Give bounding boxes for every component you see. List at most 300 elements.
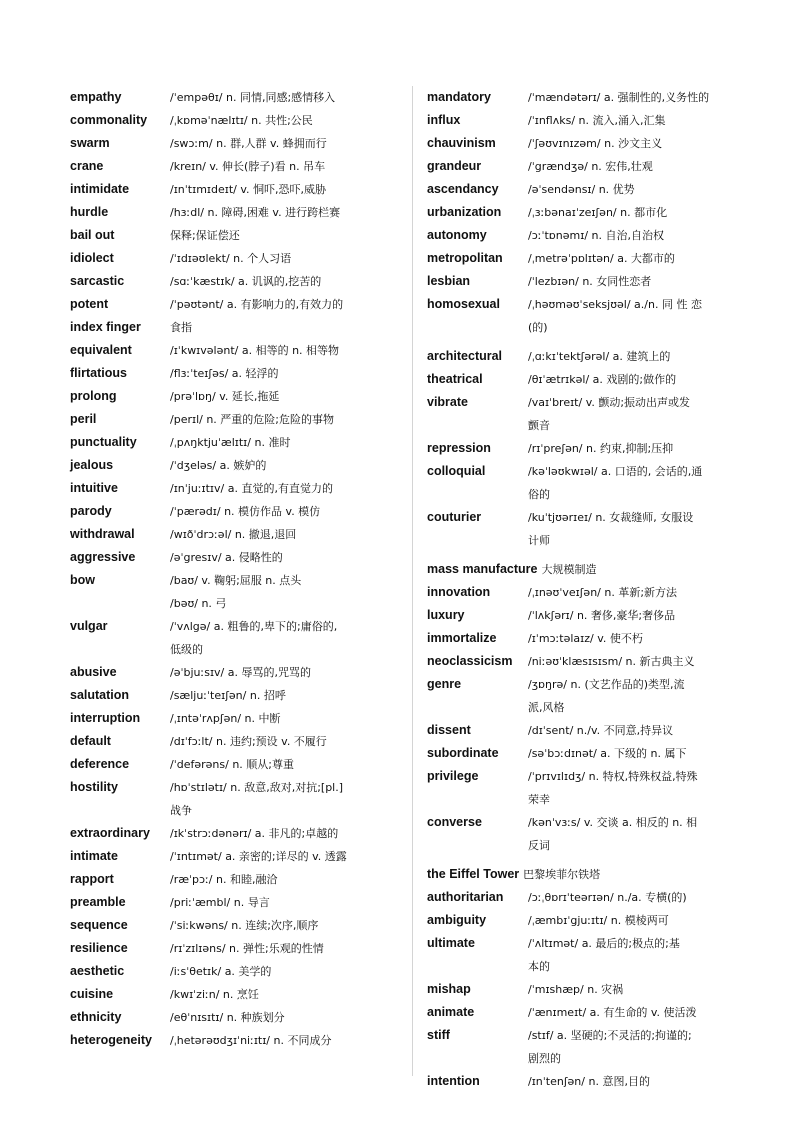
definition — [170, 178, 395, 201]
definition-line: /niːəʊˈklæsɪsɪsm/ n. 新古典主义 — [528, 655, 695, 668]
definition — [170, 730, 395, 753]
definition — [528, 909, 757, 932]
vocab-entry — [427, 863, 757, 886]
definition-line: /səˈbɔːdɪnət/ a. 下级的 n. 属下 — [528, 747, 687, 760]
definition — [528, 437, 757, 460]
headword: mishap — [427, 982, 471, 996]
definition-line: 派,风格 — [528, 701, 565, 714]
definition-line: /ˌɜːbənaɪˈzeɪʃən/ n. 都市化 — [528, 206, 668, 219]
definition — [170, 546, 395, 569]
vocab-entry — [70, 776, 395, 822]
headword: flirtatious — [70, 366, 127, 380]
definition — [528, 1070, 757, 1093]
headword: potent — [70, 297, 109, 311]
definition-line: 本的 — [528, 960, 550, 973]
headword: metropolitan — [427, 251, 503, 265]
definition-line: /ˌɑːkɪˈtektʃərəl/ a. 建筑上的 — [528, 350, 671, 363]
headword: hostility — [70, 780, 118, 794]
vocab-entry — [427, 604, 757, 627]
definition — [170, 270, 395, 293]
headword: dissent — [427, 723, 471, 737]
definition — [170, 983, 395, 1006]
headword: luxury — [427, 608, 465, 622]
definition-line: /ˌkɒməˈnælɪtɪ/ n. 共性;公民 — [170, 114, 313, 127]
vocab-entry — [427, 719, 757, 742]
definition-line: /əˈgresɪv/ a. 侵略性的 — [170, 551, 283, 564]
definition-line: /ˈʃəʊvɪnɪzəm/ n. 沙文主义 — [528, 137, 663, 150]
headword: hurdle — [70, 205, 109, 219]
vocab-entry — [70, 408, 395, 431]
definition-line: /ˈɪdɪəʊlekt/ n. 个人习语 — [170, 252, 292, 265]
vocab-entry — [70, 178, 395, 201]
headword: intuitive — [70, 481, 118, 495]
vocab-entry — [70, 983, 395, 1006]
headword: punctuality — [70, 435, 137, 449]
vocab-entry — [427, 1001, 757, 1024]
definition-line: 颤音 — [528, 419, 550, 432]
definition — [528, 742, 757, 765]
definition-line: /ˌpʌŋktjuˈælɪtɪ/ n. 准时 — [170, 436, 291, 449]
headword: intention — [427, 1074, 480, 1088]
vocab-entry — [427, 201, 757, 224]
vocab-entry — [70, 845, 395, 868]
definition — [528, 627, 757, 650]
headword: ultimate — [427, 936, 475, 950]
vocab-entry — [427, 1024, 757, 1070]
headword: sequence — [70, 918, 128, 932]
vocab-entry — [70, 132, 395, 155]
definition — [170, 569, 395, 615]
definition — [170, 776, 395, 822]
vocab-entry — [427, 345, 757, 368]
vocab-entry — [427, 109, 757, 132]
vocab-entry — [427, 742, 757, 765]
definition — [528, 293, 757, 339]
headword: autonomy — [427, 228, 487, 242]
definition-line: /ɪˈmɔːtəlaɪz/ v. 使不朽 — [528, 632, 643, 645]
headword: authoritarian — [427, 890, 504, 904]
vocab-entry — [70, 569, 395, 615]
vocab-entry — [70, 960, 395, 983]
definition — [170, 615, 395, 661]
vocab-entry — [427, 247, 757, 270]
definition-line: /ˈsiːkwəns/ n. 连续;次序,顺序 — [170, 919, 319, 932]
headword: intimate — [70, 849, 118, 863]
definition-line: /rɪˈpreʃən/ n. 约束,抑制;压抑 — [528, 442, 674, 455]
vocab-entry — [70, 224, 395, 247]
definition — [528, 978, 757, 1001]
definition — [170, 408, 395, 431]
vocab-entry — [70, 500, 395, 523]
definition-line: /ɪnˈtɪmɪdeɪt/ v. 恫吓,恐吓,威胁 — [170, 183, 326, 196]
definition-line: /kəˈləʊkwɪəl/ a. 口语的, 会话的,通 — [528, 465, 703, 478]
definition — [528, 506, 757, 552]
definition — [528, 155, 757, 178]
vocab-entry — [70, 1029, 395, 1052]
headword: equivalent — [70, 343, 132, 357]
headword: ethnicity — [70, 1010, 122, 1024]
headword: aesthetic — [70, 964, 125, 978]
definition-line: /eθˈnɪsɪtɪ/ n. 种族划分 — [170, 1011, 285, 1024]
vocab-entry — [70, 891, 395, 914]
headword: abusive — [70, 665, 117, 679]
headword: extraordinary — [70, 826, 150, 840]
headword: mandatory — [427, 90, 491, 104]
vocab-entry — [70, 431, 395, 454]
definition — [528, 719, 757, 742]
headword: lesbian — [427, 274, 471, 288]
definition-line: (的) — [528, 321, 548, 334]
vocab-entry — [427, 765, 757, 811]
definition — [528, 765, 757, 811]
definition-line: 食指 — [170, 321, 192, 334]
vocab-entry — [427, 178, 757, 201]
vocab-entry — [427, 368, 757, 391]
definition-line: /kwɪˈziːn/ n. 烹饪 — [170, 988, 259, 1001]
vocab-entry — [70, 914, 395, 937]
definition-line: /hɒˈstɪlətɪ/ n. 敌意,敌对,对抗;[pl.] — [170, 781, 344, 794]
headword: stiff — [427, 1028, 450, 1042]
headword: couturier — [427, 510, 482, 524]
definition — [528, 932, 757, 978]
definition-line: /perɪl/ n. 严重的危险;危险的事物 — [170, 413, 334, 426]
headword: bow — [70, 573, 95, 587]
definition-line: /baʊ/ v. 鞠躬;屈服 n. 点头 — [170, 574, 302, 587]
headword: peril — [70, 412, 97, 426]
definition-line: /rɪˈzɪlɪəns/ n. 弹性;乐观的性情 — [170, 942, 324, 955]
headword: commonality — [70, 113, 148, 127]
headword: jealous — [70, 458, 114, 472]
definition-line: 巴黎埃菲尔铁塔 — [523, 868, 601, 881]
vocab-entry — [70, 201, 395, 224]
headword: chauvinism — [427, 136, 496, 150]
definition — [528, 201, 757, 224]
definition — [170, 293, 395, 316]
vocab-entry — [427, 978, 757, 1001]
headword: resilience — [70, 941, 128, 955]
definition — [541, 558, 596, 581]
vocab-entry — [70, 247, 395, 270]
definition — [170, 753, 395, 776]
headword: bail out — [70, 228, 115, 242]
vocab-entry — [427, 909, 757, 932]
definition-line: 荣幸 — [528, 793, 550, 806]
definition-line: /ʒɒŋrə/ n. (文艺作品的)类型,流 — [528, 678, 685, 691]
headword: colloquial — [427, 464, 486, 478]
definition — [170, 822, 395, 845]
headword: rapport — [70, 872, 114, 886]
definition — [528, 1001, 757, 1024]
definition-line: /ˈempəθɪ/ n. 同情,同感;感情移入 — [170, 91, 336, 104]
headword: innovation — [427, 585, 491, 599]
definition-line: /ˈprɪvɪlɪdʒ/ n. 特权,特殊权益,特殊 — [528, 770, 698, 783]
definition-line: /θɪˈætrɪkəl/ a. 戏剧的;做作的 — [528, 373, 677, 386]
definition-line: /əˈbjuːsɪv/ a. 辱骂的,咒骂的 — [170, 666, 311, 679]
definition-line: /ˈlʌkʃərɪ/ n. 奢侈,豪华;奢侈品 — [528, 609, 676, 622]
definition-line: /sɑːˈkæstɪk/ a. 讥讽的,挖苦的 — [170, 275, 322, 288]
definition-line: /ˈmɪshæp/ n. 灾祸 — [528, 983, 624, 996]
vocab-entry — [70, 339, 395, 362]
definition — [528, 345, 757, 368]
vocab-entry — [70, 546, 395, 569]
headword: aggressive — [70, 550, 136, 564]
vocab-entry — [70, 454, 395, 477]
definition — [170, 845, 395, 868]
definition-line: /ɔːˌθɒrɪˈteərɪən/ n./a. 专横(的) — [528, 891, 687, 904]
definition-line: /dɪˈfɔːlt/ n. 违约;预设 v. 不履行 — [170, 735, 327, 748]
definition — [528, 391, 757, 437]
headword: vibrate — [427, 395, 468, 409]
definition — [528, 811, 757, 857]
definition-line: /ˌɪntəˈrʌpʃən/ n. 中断 — [170, 712, 281, 725]
definition-line: /ɪkˈstrɔːdənərɪ/ a. 非凡的;卓越的 — [170, 827, 339, 840]
definition — [170, 247, 395, 270]
headword: heterogeneity — [70, 1033, 152, 1047]
definition-line: /ɪˈkwɪvələnt/ a. 相等的 n. 相等物 — [170, 344, 340, 357]
headword: animate — [427, 1005, 475, 1019]
definition — [523, 863, 600, 886]
definition-line: 计师 — [528, 534, 550, 547]
definition-line: /ˈvʌlgə/ a. 粗鲁的,卑下的;庸俗的, — [170, 620, 338, 633]
headword: interruption — [70, 711, 141, 725]
definition-line: /vaɪˈbreɪt/ v. 颤动;振动出声或发 — [528, 396, 691, 409]
definition — [170, 937, 395, 960]
column-divider — [412, 86, 413, 1076]
definition — [170, 362, 395, 385]
definition — [170, 684, 395, 707]
vocab-entry — [427, 811, 757, 857]
headword: deference — [70, 757, 130, 771]
vocab-entry — [427, 506, 757, 552]
definition-line: /wɪðˈdrɔːəl/ n. 撤退,退回 — [170, 528, 297, 541]
vocab-entry — [70, 868, 395, 891]
vocab-entry — [70, 661, 395, 684]
headword: urbanization — [427, 205, 502, 219]
headword: repression — [427, 441, 491, 455]
definition-line: /flɜːˈteɪʃəs/ a. 轻浮的 — [170, 367, 279, 380]
definition — [170, 316, 395, 339]
vocab-entry — [427, 391, 757, 437]
definition-line: /ˌɪnəʊˈveɪʃən/ n. 革新;新方法 — [528, 586, 678, 599]
definition — [170, 224, 395, 247]
definition-line: /sæljuːˈteɪʃən/ n. 招呼 — [170, 689, 286, 702]
definition — [528, 1024, 757, 1070]
definition-line: /kuˈtjʊərɪeɪ/ n. 女裁缝师, 女服设 — [528, 511, 694, 524]
vocab-entry — [427, 224, 757, 247]
definition — [170, 385, 395, 408]
vocab-entry — [70, 1006, 395, 1029]
definition — [170, 109, 395, 132]
definition — [170, 891, 395, 914]
definition-line: /ˈgrændʒə/ n. 宏伟,壮观 — [528, 160, 653, 173]
definition — [528, 581, 757, 604]
headword: genre — [427, 677, 462, 691]
definition-line: /ˈɪntɪmət/ a. 亲密的;详尽的 v. 透露 — [170, 850, 347, 863]
definition-line: /əˈsendənsɪ/ n. 优势 — [528, 183, 635, 196]
definition-line: /ɪnˈjuːɪtɪv/ a. 直觉的,有直觉力的 — [170, 482, 333, 495]
definition — [170, 523, 395, 546]
headword: homosexual — [427, 297, 500, 311]
headword: architectural — [427, 349, 503, 363]
definition-line: /ˈʌltɪmət/ a. 最后的;极点的;基 — [528, 937, 680, 950]
vocab-entry — [70, 730, 395, 753]
definition-line: 保释;保证偿还 — [170, 229, 240, 242]
definition-line: /kreɪn/ v. 伸长(脖子)看 n. 吊车 — [170, 160, 326, 173]
definition-line: 低级的 — [170, 643, 203, 656]
headword: default — [70, 734, 111, 748]
definition — [170, 1006, 395, 1029]
definition-line: /ˈpəʊtənt/ a. 有影响力的,有效力的 — [170, 298, 344, 311]
left-column — [70, 86, 395, 1052]
definition — [170, 86, 395, 109]
headword: subordinate — [427, 746, 499, 760]
definition-line: /hɜːdl/ n. 障碍,困难 v. 进行跨栏赛 — [170, 206, 341, 219]
headword: grandeur — [427, 159, 482, 173]
vocab-entry — [427, 437, 757, 460]
definition — [528, 368, 757, 391]
vocab-entry — [70, 155, 395, 178]
headword: ambiguity — [427, 913, 487, 927]
vocab-entry — [70, 615, 395, 661]
definition-line: /ˈdefərəns/ n. 顺从;尊重 — [170, 758, 294, 771]
definition-line: /priːˈæmbl/ n. 导言 — [170, 896, 270, 909]
definition — [528, 109, 757, 132]
headword: index finger — [70, 320, 141, 334]
vocab-entry — [427, 627, 757, 650]
definition — [170, 868, 395, 891]
headword: ascendancy — [427, 182, 499, 196]
vocab-entry — [70, 362, 395, 385]
definition-line: /prəˈlɒŋ/ v. 延长,拖延 — [170, 390, 280, 403]
headword: preamble — [70, 895, 126, 909]
headword: cuisine — [70, 987, 114, 1001]
definition — [528, 460, 757, 506]
definition — [170, 1029, 395, 1052]
vocab-entry — [427, 558, 757, 581]
headword: withdrawal — [70, 527, 135, 541]
definition-line: /ræˈpɔː/ n. 和睦,融洽 — [170, 873, 278, 886]
definition — [170, 500, 395, 523]
definition-line: /ˈpærədɪ/ n. 模仿作品 v. 模仿 — [170, 505, 321, 518]
definition — [170, 707, 395, 730]
definition-line: /ˈmændətərɪ/ a. 强制性的,义务性的 — [528, 91, 710, 104]
definition — [528, 86, 757, 109]
headword: prolong — [70, 389, 117, 403]
headword: sarcastic — [70, 274, 125, 288]
headword: intimidate — [70, 182, 130, 196]
vocab-entry — [427, 270, 757, 293]
definition-line: /swɔːm/ n. 群,人群 v. 蜂拥而行 — [170, 137, 327, 150]
definition-line: /stɪf/ a. 坚硬的;不灵活的;拘谨的; — [528, 1029, 692, 1042]
vocab-entry — [70, 684, 395, 707]
vocab-entry — [427, 1070, 757, 1093]
definition-line: 战争 — [170, 804, 192, 817]
vocab-entry — [70, 293, 395, 316]
headword: immortalize — [427, 631, 497, 645]
definition — [170, 914, 395, 937]
definition-line: /ˈænɪmeɪt/ a. 有生命的 v. 使活泼 — [528, 1006, 697, 1019]
definition-line: /ˈlezbɪən/ n. 女同性恋者 — [528, 275, 652, 288]
definition-line: 大规模制造 — [541, 563, 597, 576]
headword: theatrical — [427, 372, 483, 386]
vocab-entry — [70, 937, 395, 960]
definition-line: 反词 — [528, 839, 550, 852]
vocab-entry — [427, 650, 757, 673]
definition — [528, 132, 757, 155]
definition-line: /ɪnˈtenʃən/ n. 意图,目的 — [528, 1075, 650, 1088]
headword: empathy — [70, 90, 122, 104]
definition-line: /dɪˈsent/ n./v. 不同意,持异议 — [528, 724, 674, 737]
definition — [528, 886, 757, 909]
vocab-entry — [427, 132, 757, 155]
definition-line: /ˈdʒeləs/ a. 嫉妒的 — [170, 459, 267, 472]
definition — [170, 201, 395, 224]
headword: swarm — [70, 136, 110, 150]
definition — [170, 431, 395, 454]
definition — [528, 270, 757, 293]
headword: privilege — [427, 769, 479, 783]
vocab-entry — [70, 109, 395, 132]
headword: influx — [427, 113, 461, 127]
headword: vulgar — [70, 619, 108, 633]
vocab-entry — [70, 385, 395, 408]
definition — [170, 132, 395, 155]
definition — [170, 155, 395, 178]
vocab-entry — [427, 673, 757, 719]
vocab-entry — [427, 155, 757, 178]
definition-line: /ˌhetərəʊdʒɪˈniːɪtɪ/ n. 不同成分 — [170, 1034, 332, 1047]
vocab-entry — [427, 460, 757, 506]
definition — [528, 673, 757, 719]
definition — [170, 960, 395, 983]
vocab-entry — [427, 293, 757, 339]
headword: neoclassicism — [427, 654, 513, 668]
headword: parody — [70, 504, 112, 518]
definition — [528, 650, 757, 673]
vocab-entry — [70, 822, 395, 845]
definition-line: 剧烈的 — [528, 1052, 561, 1065]
vocab-entry — [427, 86, 757, 109]
definition-line: /ɔːˈtɒnəmɪ/ n. 自治,自治权 — [528, 229, 664, 242]
vocab-entry — [427, 886, 757, 909]
vocab-entry — [70, 86, 395, 109]
headword: idiolect — [70, 251, 114, 265]
headword: the Eiffel Tower — [427, 867, 520, 881]
definition — [170, 477, 395, 500]
definition-line: /ˈɪnflʌks/ n. 流入,涌入,汇集 — [528, 114, 666, 127]
headword: salutation — [70, 688, 130, 702]
definition-line: /bəʊ/ n. 弓 — [170, 597, 227, 610]
definition — [528, 247, 757, 270]
definition — [528, 178, 757, 201]
definition-line: /ˌhəʊməʊˈseksjʊəl/ a./n. 同 性 恋 — [528, 298, 702, 311]
vocab-entry — [70, 523, 395, 546]
vocab-entry — [70, 753, 395, 776]
headword: converse — [427, 815, 482, 829]
vocab-entry — [70, 477, 395, 500]
definition-line: /ˌæmbɪˈgjuːɪtɪ/ n. 模棱两可 — [528, 914, 669, 927]
definition-line: 俗的 — [528, 488, 550, 501]
headword: mass manufacture — [427, 562, 538, 576]
definition-line: /kənˈvɜːs/ v. 交谈 a. 相反的 n. 相 — [528, 816, 698, 829]
headword: crane — [70, 159, 104, 173]
definition — [170, 661, 395, 684]
vocab-entry — [427, 932, 757, 978]
definition-line: /iːsˈθetɪk/ a. 美学的 — [170, 965, 272, 978]
right-column — [427, 86, 757, 1093]
definition-line: /ˌmetrəˈpɒlɪtən/ a. 大都市的 — [528, 252, 675, 265]
definition — [528, 604, 757, 627]
